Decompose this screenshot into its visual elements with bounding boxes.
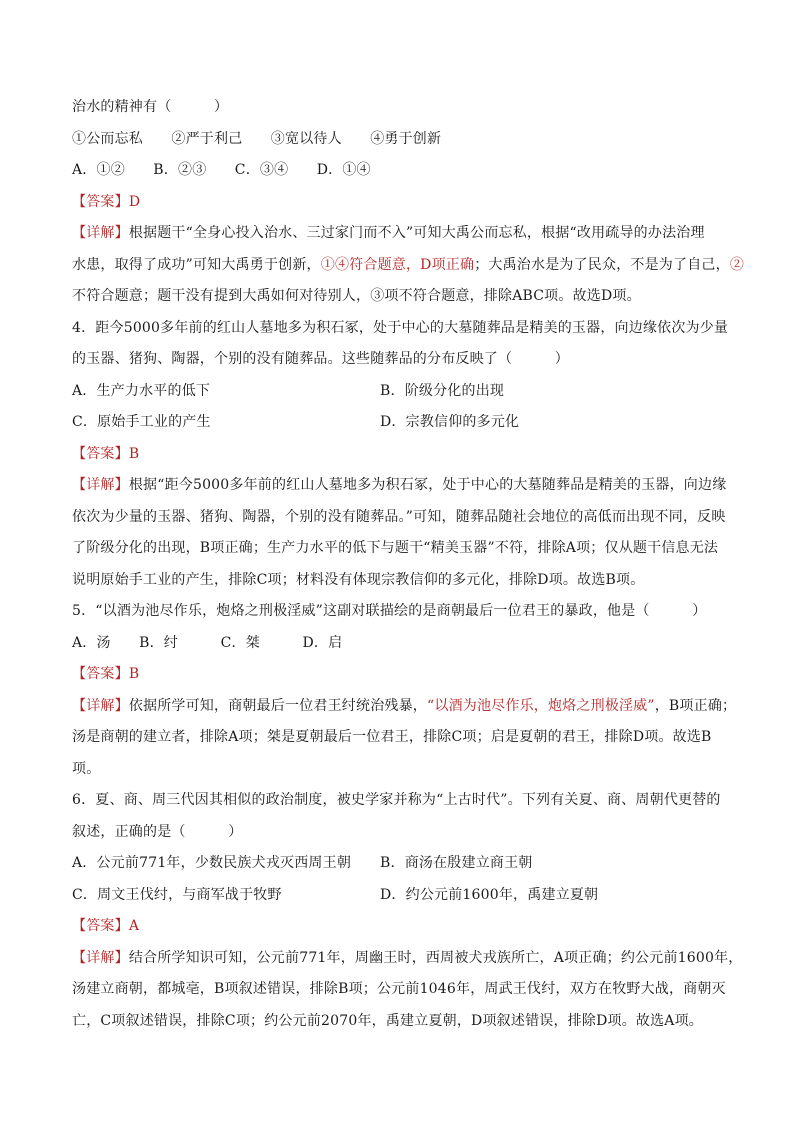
option-a: A．公元前771年，少数民族犬戎灭西周王朝 xyxy=(72,855,352,871)
q5-answer xyxy=(72,663,724,685)
q4-options-row-1 xyxy=(72,380,724,402)
option-d: D．宗教信仰的多元化 xyxy=(380,414,520,430)
q3-stem-tail: 治水的精神有（ ） xyxy=(72,99,229,115)
detail-text: 根据“距今5000多年前的红山人墓地多为积石冢，处于中心的大墓随葬品是精美的玉器，向边缘 xyxy=(128,477,727,493)
q4-detail-line-3: 了阶级分化的出现，B项正确；生产力水平的低下与题干“精美玉器”不符，排除A项；仅从题干信息无法 xyxy=(72,540,719,556)
detail-label: 【详解】 xyxy=(72,949,129,966)
detail-highlight: “以酒为池尽作乐，炮烙之刑极淫威” xyxy=(427,697,655,714)
q6-detail-line-1 xyxy=(72,947,743,969)
q6-stem-line-2: 叙述，正确的是（ ） xyxy=(72,823,243,840)
q5-detail-line-1 xyxy=(72,695,737,717)
detail-text: 依据所学可知，商朝最后一位君王纣统治残暴， xyxy=(128,697,428,714)
q6-detail-line-3: 亡，C项叙述错误，排除C项；约公元前2070年，禹建立夏朝，D项叙述错误，排除D项。故选A项。 xyxy=(72,1012,704,1029)
q4-answer xyxy=(72,443,724,465)
answer-value: A xyxy=(128,918,140,934)
q5-detail-line-2: 汤是商朝的建立者，排除A项；桀是夏朝最后一位君王，排除C项；启是夏朝的君王，排除D项。故选B xyxy=(72,729,712,745)
detail-text: ；大禹治水是为了民众，不是为了自己， xyxy=(474,256,730,273)
answer-label: 【答案】 xyxy=(72,666,129,682)
detail-text: 结合所学知识可知，公元前771年，周幽王时，西周被犬戎族所亡，A项正确；约公元前1600年， xyxy=(128,949,743,966)
option-b: B．商汤在殷建立商王朝 xyxy=(380,855,533,871)
q6-answer xyxy=(72,915,724,937)
detail-text: 水患，取得了成功”可知大禹勇于创新， xyxy=(72,256,321,273)
answer-value: B xyxy=(128,445,140,462)
option-a: A．生产力水平的低下 xyxy=(72,382,211,399)
q4-options-row-2 xyxy=(72,411,724,433)
answer-value: D xyxy=(128,193,141,210)
q6-stem-line-1: 6．夏、商、周三代因其相似的政治制度，被史学家并称为“上古时代”。下列有关夏、商、周朝代更替的 xyxy=(72,792,721,808)
detail-text: ，B项正确； xyxy=(654,697,737,714)
q5-options: A．汤 B．纣 C．桀 D．启 xyxy=(72,634,343,651)
detail-label: 【详解】 xyxy=(72,697,129,714)
option-c: C．原始手工业的产生 xyxy=(72,414,211,430)
option-c: C．周文王伐纣，与商军战于牧野 xyxy=(72,886,282,903)
detail-label: 【详解】 xyxy=(72,225,129,241)
q4-stem-line-1: 4．距今5000多年前的红山人墓地多为积石冢，处于中心的大墓随葬品是精美的玉器，向边缘依次为少量 xyxy=(72,319,729,336)
answer-label: 【答案】 xyxy=(72,193,129,210)
detail-text: 根据题干“全身心投入治水、三过家门而不入”可知大禹公而忘私，根据“改用疏导的办法治理 xyxy=(128,225,705,241)
q3-statements: ①公而忘私 ②严于利己 ③宽以待人 ④勇于创新 xyxy=(72,130,442,147)
detail-highlight: ② xyxy=(729,256,745,273)
option-b: B．阶级分化的出现 xyxy=(380,382,505,399)
q5-stem: 5．“以酒为池尽作乐，炮烙之刑极淫威”这副对联描绘的是商朝最后一位君王的暴政，他是（ ） xyxy=(72,603,707,619)
answer-value: B xyxy=(128,666,140,682)
answer-label: 【答案】 xyxy=(72,918,129,934)
answer-label: 【答案】 xyxy=(72,445,129,462)
q4-detail-line-4: 说明原始手工业的产生，排除C项；材料没有体现宗教信仰的多元化，排除D项。故选B项。 xyxy=(72,571,645,588)
q4-detail-line-2: 依次为少量的玉器、猪狗、陶器，个别的没有随葬品。”可知，随葬品随社会地位的高低而出现不同，反映 xyxy=(72,508,726,525)
detail-label: 【详解】 xyxy=(72,477,129,493)
option-d: D．约公元前1600年，禹建立夏朝 xyxy=(380,886,599,903)
detail-highlight: ①④符合题意，D项正确 xyxy=(320,256,475,273)
q3-detail-line-1 xyxy=(72,222,724,244)
q5-detail-line-3: 项。 xyxy=(72,760,101,777)
q6-options-row-2 xyxy=(72,884,724,906)
q3-detail-line-3: 不符合题意；题干没有提到大禹如何对待别人，③项不符合题意，排除ABC项。故选D项。 xyxy=(72,288,641,304)
q3-detail-line-2 xyxy=(72,254,745,276)
q6-options-row-1 xyxy=(72,852,724,874)
q3-options: A．①② B．②③ C．③④ D．①④ xyxy=(72,162,371,178)
q4-detail-line-1 xyxy=(72,474,727,496)
q6-detail-line-2: 汤建立商朝，都城亳，B项叙述错误，排除B项；公元前1046年，周武王伐纣，双方在牧野大战，商朝灭 xyxy=(72,981,726,997)
q3-answer xyxy=(72,191,724,213)
document-page xyxy=(72,96,745,1041)
q4-stem-line-2: 的玉器、猪狗、陶器，个别的没有随葬品。这些随葬品的分布反映了（ ） xyxy=(72,351,569,367)
